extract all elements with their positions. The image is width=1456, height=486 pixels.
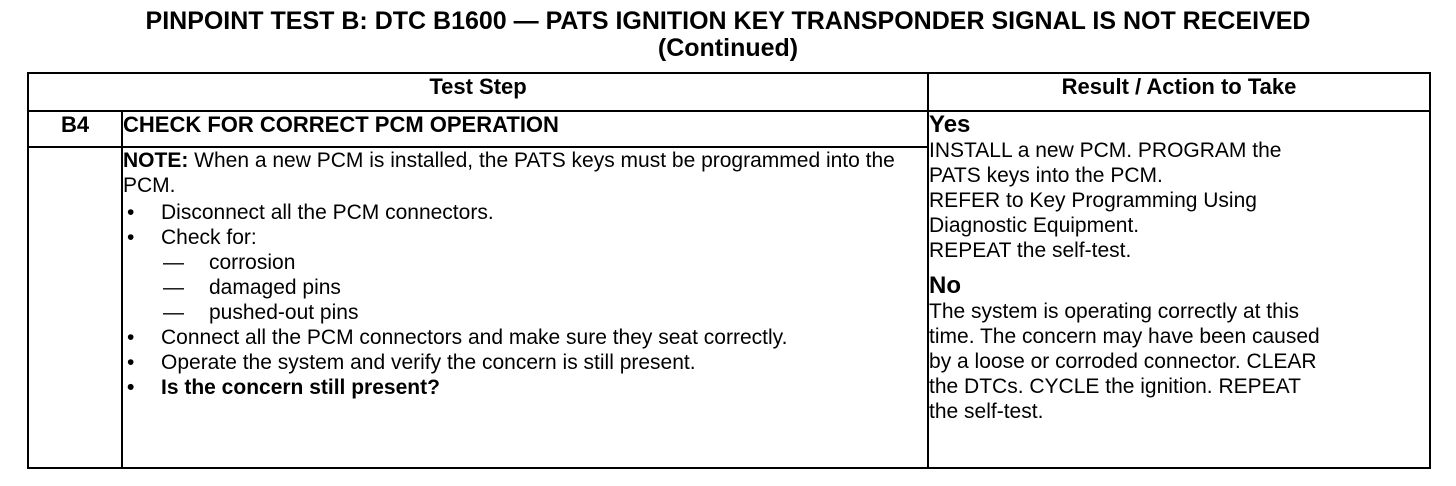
step-body <box>122 147 928 468</box>
sub-list-item: — damaged pins <box>163 276 341 299</box>
yes-line: REFER to Key Programming Using <box>929 189 1257 212</box>
pinpoint-test-table <box>27 72 1431 469</box>
header-row <box>28 73 1430 111</box>
list-item: • Operate the system and verify the concern is still present. <box>127 351 696 374</box>
yes-label: Yes <box>929 111 971 138</box>
step-title-row <box>28 111 1430 147</box>
bullet-icon: • <box>127 201 135 224</box>
step-number: B4 <box>28 111 122 147</box>
yes-line: REPEAT the self-test. <box>929 239 1132 262</box>
no-line: the DTCs. CYCLE the ignition. REPEAT <box>929 375 1301 398</box>
step-list <box>123 200 927 400</box>
list-item: • Check for: <box>127 226 257 249</box>
yes-line: Diagnostic Equipment. <box>929 214 1140 237</box>
dash-icon: — <box>163 251 184 274</box>
sub-list-item: — corrosion <box>163 251 296 274</box>
page-title <box>0 8 1456 62</box>
bullet-icon: • <box>127 351 135 374</box>
yes-line: INSTALL a new PCM. PROGRAM the <box>929 139 1282 162</box>
list-item: • Connect all the PCM connectors and make sure they seat correctly. <box>127 326 788 349</box>
yes-line: PATS keys into the PCM. <box>929 164 1163 187</box>
bullet-icon: • <box>127 226 135 249</box>
header-result: Result / Action to Take <box>928 73 1430 111</box>
no-line: The system is operating correctly at this <box>929 300 1299 323</box>
dash-icon: — <box>163 301 184 324</box>
list-item: • Disconnect all the PCM connectors. <box>127 201 494 224</box>
bullet-icon: • <box>127 376 135 399</box>
note-label: NOTE: <box>123 149 189 172</box>
step-title: CHECK FOR CORRECT PCM OPERATION <box>122 111 928 147</box>
no-line: the self-test. <box>929 400 1044 423</box>
result-cell <box>928 111 1430 468</box>
sub-list-item: — pushed-out pins <box>163 301 359 324</box>
note <box>123 148 927 198</box>
note-text: When a new PCM is installed, the PATS keys must be programmed into the PCM. <box>123 149 895 197</box>
no-label: No <box>929 272 962 299</box>
list-item-question: • Is the concern still present? <box>127 376 440 399</box>
no-line: time. The concern may have been caused <box>929 325 1320 348</box>
bullet-icon: • <box>127 326 135 349</box>
header-test-step: Test Step <box>28 73 928 111</box>
title-line-1: PINPOINT TEST B: DTC B1600 — PATS IGNITION KEY TRANSPONDER SIGNAL IS NOT RECEIVED <box>145 7 1311 35</box>
title-line-2: (Continued) <box>657 34 799 62</box>
dash-icon: — <box>163 276 184 299</box>
step-number-spacer <box>28 147 122 468</box>
no-line: by a loose or corroded connector. CLEAR <box>929 350 1317 373</box>
